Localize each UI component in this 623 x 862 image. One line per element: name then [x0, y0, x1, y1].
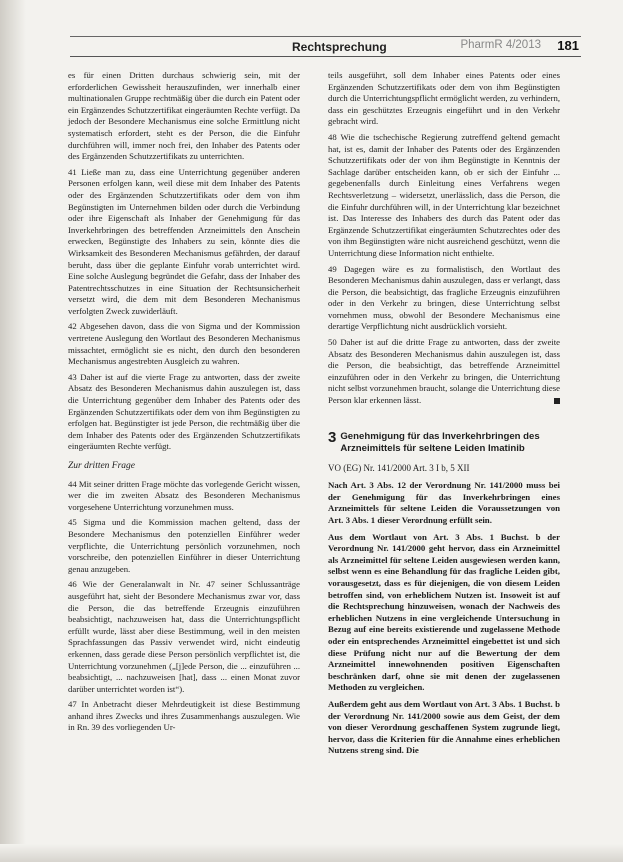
paragraph-43: 43 Daher ist auf die vierte Frage zu antworten, dass der zweite Absatz des Besonderen Mechanismus dahin auszulegen ist, dass die Unterrichtung gegenüber dem Inhaber des Patents oder des Ergänzenden Schutzzertifikats oder dem von ihm Begünstigten zu erfolgen hat. Begünstigter ist jede Person, die rechtmäßig über die dem Inhaber des Patents oder des Ergänzenden Schutzzertifikats eingeräumten Rechte verfügt. [68, 371, 300, 452]
left-column [68, 70, 300, 738]
paragraph-42: 42 Abgesehen davon, dass die von Sigma und der Kommission vertretene Auslegung den Wortlaut des Besonderen Mechanismus missachtet, ermöglicht sie es nicht, den durch den besonderen Mechanismus angestrebten Ausgleich zu wahren. [68, 321, 300, 367]
paragraph-50 [328, 337, 560, 407]
paragraph-continued: es für einen Dritten durchaus schwierig sein, mit der erforderlichen Gewissheit herauszufinden, wer innerhalb einer multinationalen Gruppe rechtmäßig über die durch ein Patent oder ein Ergänzendes Schutzzertifikat eingeräumten Rechte verfügt. Da jedoch der Besondere Mechanismus eine solche Ermittlung nicht systematisch erfordert, steht es der Person, die die Einfuhr durchführen will, immer noch frei, den Inhaber des Patents oder des Ergänzenden Schutzzertifikats zu unterrichten. [68, 70, 300, 162]
section-title: Genehmigung für das Inverkehrbringen des Arzneimittels für seltene Leiden Imatinib [340, 430, 540, 454]
paragraph-continued-right: teils ausgeführt, soll dem Inhaber eines Patents oder eines Ergänzenden Schutzzertifikats oder dem von ihm Begünstigten durch die Unterrichtungspflicht ermöglicht werden, zu verhindern, dass ein geschütztes Erzeugnis eingeführt und in den Verkehr gebracht wird. [328, 70, 560, 127]
paragraph-41: 41 Ließe man zu, dass eine Unterrichtung gegenüber anderen Personen erfolgen kann, weil diese mit dem Inhaber des Patents oder des Ergänzenden Schutzzertifikats oder dem von ihm Begünstigten im Unternehmen bilden oder durch die Verbindung oder ihre Eigenschaft als Inhaber der Genehmigung für das Inverkehrbringen des betreffenden Arzneimittels den Anschein erwecken, Begünstigte des Inhabers zu sein, könnte dies die Wirksamkeit des Besonderen Mechanismus gefährden, der darauf beruht, dass über die geplante Einfuhr vorab unterrichtet wird. Eine solche Auslegung begründet die Gefahr, dass der Inhaber des Patentrechtsschutzes in eine Situation der Rechtsunsicherheit versetzt wird, die dem mit dem Besonderen Mechanismus verfolgten Zweck zuwiderläuft. [68, 166, 300, 316]
page-header [70, 36, 581, 58]
paragraph-45: 45 Sigma und die Kommission machen geltend, dass der Besondere Mechanismus den potenziellen Einführer weder verpflichte, die Unterrichtung persönlich vorzunehmen, noch vorschreibe, den potenziellen Einführer in dieser Unterrichtung genau anzugeben. [68, 517, 300, 574]
guiding-principle-3: Außerdem geht aus dem Wortlaut von Art. 3 Abs. 1 Buchst. b der Verordnung Nr. 141/2000 sowie aus dem Geist, der dem von dieser Verordnung geschaffenen System zugrunde liegt, hervor, dass die Kriterien für die Annahme eines erheblichen Nutzens streng sind. Die [328, 698, 560, 756]
end-of-article-mark [554, 398, 560, 404]
paragraph-46: 46 Wie der Generalanwalt in Nr. 47 seiner Schlussanträge ausgeführt hat, sieht der Besondere Mechanismus zwar vor, dass die Person, die das betreffende Erzeugnis einzuführen beabsichtigt, nachzuweisen hat, dass die Unterrichtungspflicht erfüllt wurde, lässt aber diese Bestimmung, weil in den meisten Sprachfassungen das Passiv verwendet wird, nicht eindeutig erkennen, dass gerade diese Person persönlich verpflichtet ist, die Unterrichtung vorzunehmen („[j]ede Person, die ... einzuführen ... beabsichtigt, ... nachzuweisen [hat], dass ... einen Monat zuvor darüber unterrichtet worden ist“). [68, 579, 300, 694]
page-number: 181 [557, 38, 579, 53]
guiding-principle-2: Aus dem Wortlaut von Art. 3 Abs. 1 Buchst. b der Verordnung Nr. 141/2000 geht hervor, dass ein Arzneimittel als Arzneimittel für seltene Leiden ausgewiesen werden kann, selbst wenn es eine Behandlung für das fragliche Leiden gibt, vorausgesetzt, dass es für diejenigen, die von diesem Leiden betroffen sind, von erheblichem Nutzen ist. Insoweit ist auf die Rechtsprechung hinzuweisen, wonach der Nachweis des erheblichen Nutzens in eine vergleichende Untersuchung in Bezug auf eine bereits existierende und zugelassene Methode oder ein entsprechendes Arzneimittel eingebettet ist und sich diese Prüfung nicht nur auf die Bewertung der dem Arzneimittel innewohnenden positiven Eigenschaften beschränken darf, ohne sie mit denen der zugelassenen Methoden zu vergleichen. [328, 531, 560, 693]
legal-reference: VO (EG) Nr. 141/2000 Art. 3 I b, 5 XII [328, 462, 470, 473]
right-column [328, 70, 560, 762]
guiding-principles [328, 480, 560, 757]
paragraph-49: 49 Dagegen wäre es zu formalistisch, den Wortlaut des Besonderen Mechanismus dahin auszulegen, dass er verlangt, dass die Person, die beabsichtigt, das fragliche Erzeugnis einzuführen oder in den Verkehr zu bringen, diese Unterrichtung selbst vornehmen muss, obwohl der Besondere Mechanismus eine derartige Verpflichtung nicht ausdrücklich vorsieht. [328, 263, 560, 332]
section-heading [328, 428, 560, 455]
header-rule-bottom [70, 56, 581, 57]
guiding-principle-1: Nach Art. 3 Abs. 12 der Verordnung Nr. 141/2000 muss bei der Genehmigung für das Inverkehrbringen eines Arzneimittels für seltene Leiden die Voraussetzungen von Art. 3 Abs. 1 dieser Verordnung erfüllt sein. [328, 480, 560, 525]
paragraph-50-text: 50 Daher ist auf die dritte Frage zu antworten, dass der zweite Absatz des Besonderen Mechanismus dahin auszulegen ist, dass die Person, die beabsichtigt, das betreffende Arzneimittel einzuführen oder in den Verkehr zu bringen, die Unterrichtung nicht selbst vorzunehmen braucht, solange die Unterrichtung diese Person klar erkennen lässt. [328, 337, 560, 406]
paragraph-48: 48 Wie die tschechische Regierung zutreffend geltend gemacht hat, ist es, damit der Inhaber des Patents oder des Ergänzenden Schutzzertifikats oder der von ihm Begünstigte in Kenntnis der Sachlage darüber entscheiden kann, ob er sich der Einfuhr ... gegebenenfalls durch Einleitung eines Verfahrens wegen Rechtsverletzung – widersetzt, unerlässlich, dass die Person, die die Einfuhr durchführen will, in der Unterrichtung klar bezeichnet ist. Das Interesse des Inhabers des durch das Patent oder das Ergänzende Schutzzertifikat eingeräumten Schutzrechtes oder des von ihm Begünstigten wäre nicht ausreichend geschützt, wenn die Unterrichtung diese Information nicht enthielte. [328, 131, 560, 258]
section-number: 3 [328, 428, 337, 446]
journal-issue: PharmR 4/2013 [460, 39, 541, 51]
running-head: Rechtsprechung [292, 40, 387, 54]
header-rule-top [70, 36, 581, 37]
paragraph-47: 47 In Anbetracht dieser Mehrdeutigkeit ist diese Bestimmung anhand ihres Zwecks und ihres Zusammenhangs auszulegen. Wie in Rn. 39 des vorliegenden Ur- [68, 699, 300, 733]
subheading-third-question: Zur dritten Frage [68, 461, 136, 471]
paragraph-44: 44 Mit seiner dritten Frage möchte das vorlegende Gericht wissen, wer die im zweiten Absatz des Besonderen Mechanismus vorgesehene Unterrichtung vorzunehmen muss. [68, 478, 300, 512]
